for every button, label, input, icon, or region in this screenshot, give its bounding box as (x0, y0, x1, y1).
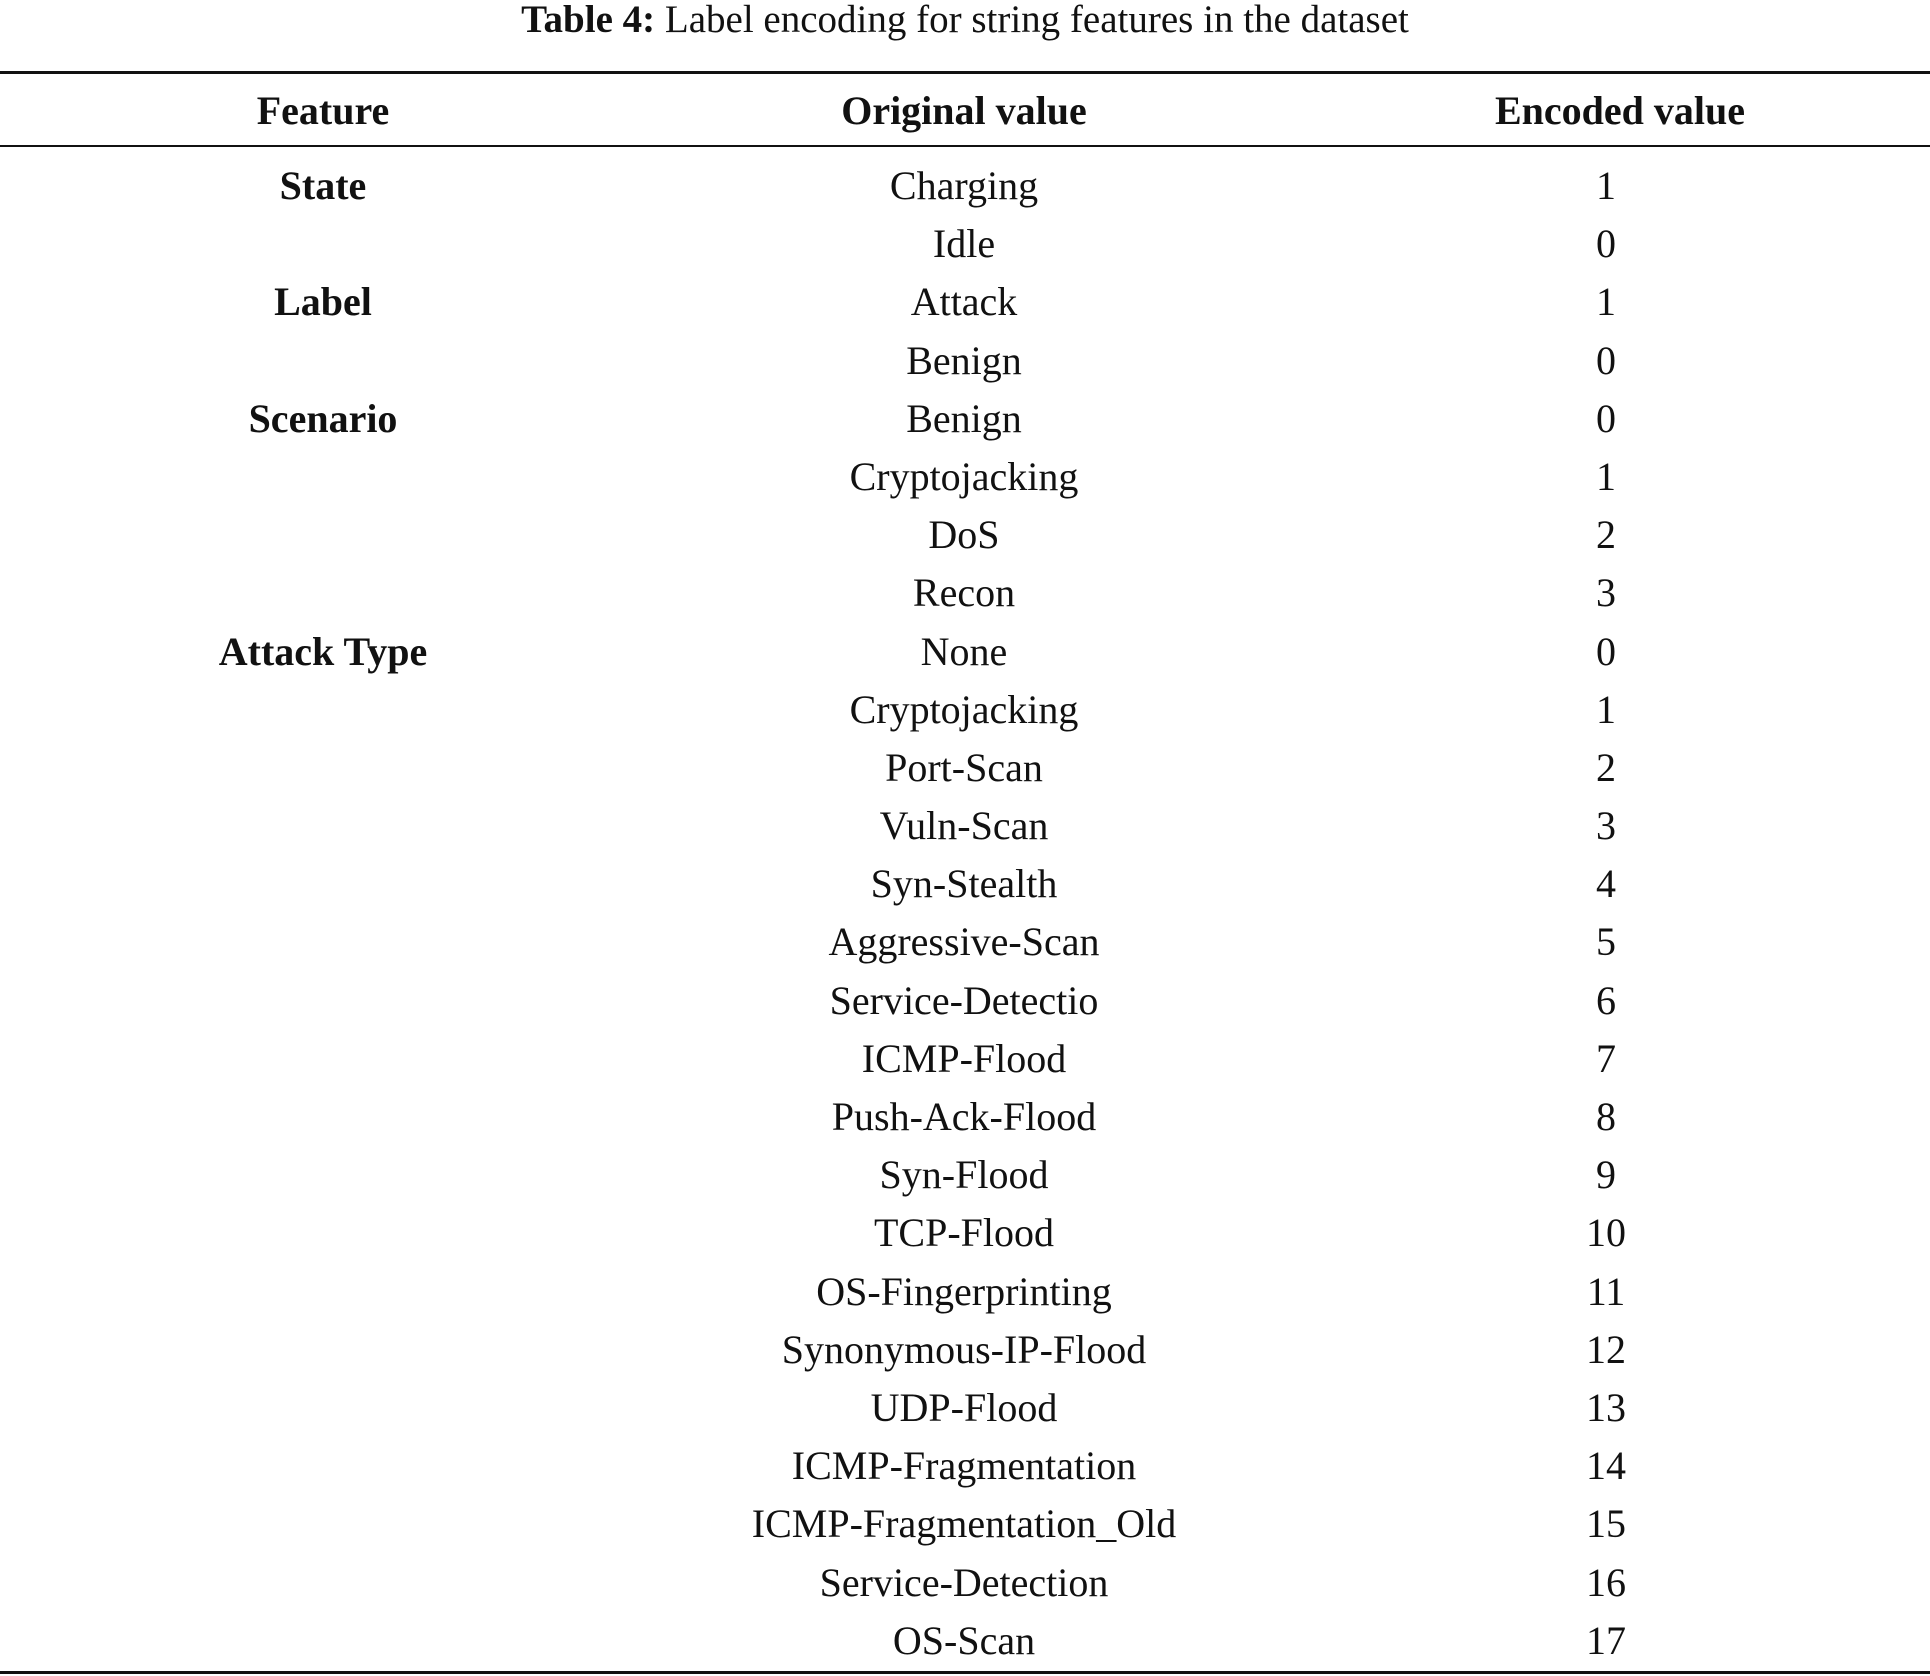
table-row (0, 1437, 1930, 1495)
table-row (0, 215, 1930, 273)
cell-feature: Attack Type (218, 628, 428, 674)
table-row (0, 506, 1930, 564)
cell-encoded-value: 15 (1586, 1501, 1626, 1547)
cell-encoded-value: 1 (1596, 163, 1616, 208)
table-row (0, 1088, 1930, 1146)
cell-encoded-value: 8 (1596, 1094, 1616, 1139)
table-bottom-rule (0, 1671, 1930, 1674)
cell-original-value: Benign (906, 337, 1022, 383)
table-row (0, 681, 1930, 739)
table-row (0, 739, 1930, 797)
table-row (0, 1030, 1930, 1088)
caption-label: Table 4: (521, 0, 656, 41)
cell-original-value: Aggressive-Scan (828, 919, 1100, 965)
table-row (0, 564, 1930, 622)
cell-encoded-value: 12 (1586, 1326, 1626, 1372)
cell-original-value: Port-Scan (885, 744, 1043, 790)
cell-encoded-value: 16 (1586, 1559, 1626, 1605)
header-feature: Feature (256, 88, 390, 133)
cell-original-value: Syn-Flood (879, 1152, 1049, 1198)
cell-encoded-value: 7 (1596, 1035, 1616, 1081)
cell-original-value: None (920, 628, 1008, 674)
cell-encoded-value: 1 (1596, 686, 1616, 732)
cell-original-value: ICMP-Fragmentation_Old (751, 1501, 1177, 1547)
table-header-row (0, 82, 1930, 140)
cell-encoded-value: 0 (1596, 395, 1616, 441)
cell-original-value: Push-Ack-Flood (831, 1094, 1097, 1139)
cell-original-value: Charging (889, 163, 1039, 208)
cell-encoded-value: 9 (1596, 1152, 1616, 1198)
cell-original-value: OS-Fingerprinting (816, 1268, 1112, 1314)
caption-text: Label encoding for string features in the dataset (664, 0, 1409, 41)
cell-original-value: Attack (910, 279, 1018, 325)
table-row (0, 448, 1930, 506)
cell-original-value: OS-Scan (892, 1617, 1036, 1663)
cell-encoded-value: 6 (1596, 977, 1616, 1023)
cell-encoded-value: 3 (1596, 803, 1616, 849)
cell-encoded-value: 2 (1596, 512, 1616, 558)
cell-original-value: Service-Detection (819, 1559, 1109, 1605)
cell-encoded-value: 2 (1596, 744, 1616, 790)
cell-original-value: Service-Detectio (829, 977, 1099, 1023)
table-row (0, 797, 1930, 855)
cell-feature: Scenario (248, 395, 398, 441)
cell-feature: Label (274, 279, 372, 325)
cell-encoded-value: 5 (1596, 919, 1616, 965)
cell-original-value: Recon (912, 570, 1016, 616)
table-row (0, 855, 1930, 913)
table-top-rule (0, 71, 1930, 74)
cell-original-value: Idle (932, 221, 996, 267)
cell-encoded-value: 3 (1596, 570, 1616, 616)
cell-encoded-value: 1 (1596, 453, 1616, 499)
table-row (0, 273, 1930, 331)
cell-original-value: Cryptojacking (849, 686, 1079, 732)
table-row (0, 1495, 1930, 1553)
table-caption (0, 0, 1930, 44)
table-row (0, 332, 1930, 390)
cell-encoded-value: 4 (1596, 861, 1616, 907)
table-row (0, 1554, 1930, 1612)
header-encoded-value: Encoded value (1494, 88, 1746, 133)
table-row (0, 1204, 1930, 1262)
cell-original-value: DoS (928, 512, 1000, 558)
cell-original-value: Vuln-Scan (879, 803, 1049, 849)
cell-encoded-value: 0 (1596, 337, 1616, 383)
cell-encoded-value: 1 (1596, 279, 1616, 325)
cell-original-value: Cryptojacking (849, 453, 1079, 499)
cell-original-value: Syn-Stealth (870, 861, 1058, 907)
cell-encoded-value: 14 (1586, 1443, 1626, 1489)
table-row (0, 390, 1930, 448)
cell-encoded-value: 11 (1586, 1268, 1626, 1314)
cell-original-value: Synonymous-IP-Flood (781, 1326, 1147, 1372)
table-row (0, 1612, 1930, 1670)
cell-encoded-value: 10 (1586, 1210, 1626, 1256)
cell-encoded-value: 17 (1586, 1617, 1626, 1663)
table-row (0, 1379, 1930, 1437)
cell-original-value: ICMP-Fragmentation (791, 1443, 1137, 1489)
table-row (0, 623, 1930, 681)
table-row (0, 157, 1930, 215)
cell-original-value: ICMP-Flood (861, 1035, 1067, 1081)
cell-original-value: TCP-Flood (873, 1210, 1055, 1256)
table-body (0, 157, 1930, 1670)
table-row (0, 1321, 1930, 1379)
cell-encoded-value: 13 (1586, 1384, 1626, 1430)
table-row (0, 972, 1930, 1030)
cell-feature: State (279, 163, 367, 208)
table-header-rule (0, 145, 1930, 147)
table-row (0, 1146, 1930, 1204)
table-row (0, 1263, 1930, 1321)
header-original-value: Original value (841, 88, 1087, 133)
cell-original-value: UDP-Flood (870, 1384, 1058, 1430)
cell-encoded-value: 0 (1596, 221, 1616, 267)
table-row (0, 913, 1930, 971)
cell-original-value: Benign (906, 395, 1022, 441)
cell-encoded-value: 0 (1596, 628, 1616, 674)
